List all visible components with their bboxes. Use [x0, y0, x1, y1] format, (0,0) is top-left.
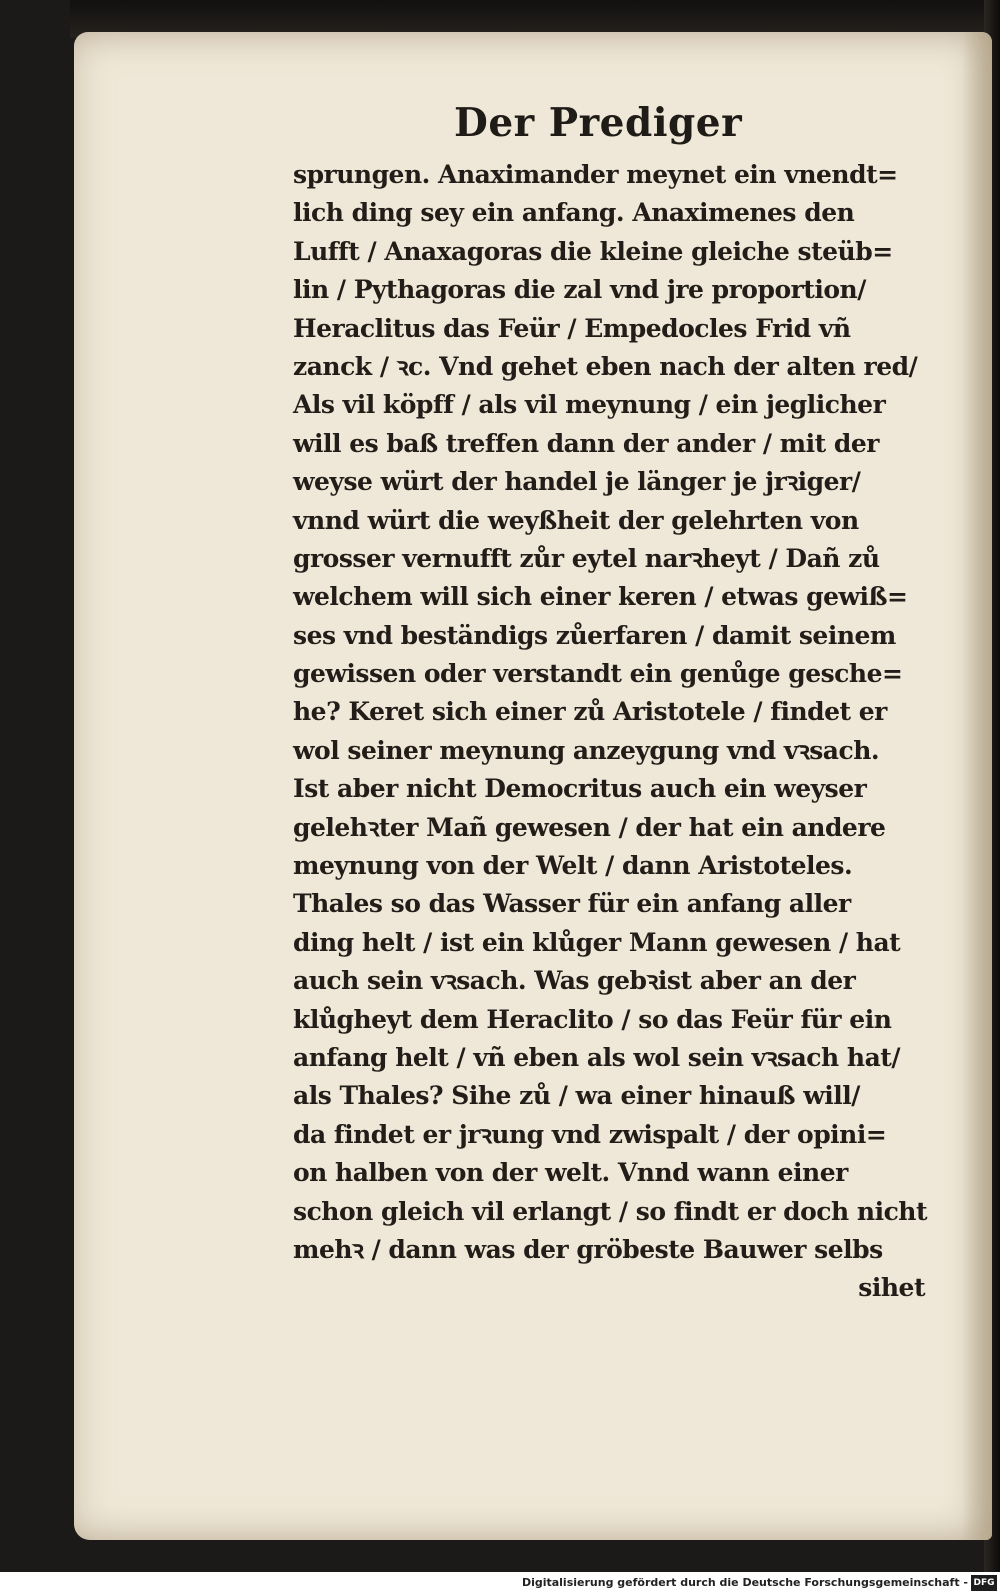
text-line: ses vnd beständigs zůerfaren / damit seinem	[293, 620, 896, 650]
text-line: vnnd würt die weyßheit der gelehrten von	[293, 505, 859, 535]
text-line: he? Keret sich einer zů Aristotele / findet er	[293, 697, 887, 727]
text-line: Lufft / Anaxagoras die kleine gleiche steüb=	[293, 236, 893, 266]
dfg-logo-icon: DFG	[971, 1575, 997, 1591]
text-line: klůgheyt dem Heraclito / so das Feür für ein	[293, 1004, 892, 1034]
text-line: gelehꝛter Mañ gewesen / der hat ein andere	[293, 812, 886, 842]
text-line: wol seiner meynung anzeygung vnd vꝛsach.	[293, 735, 880, 765]
text-line: ding helt / ist ein klůger Mann gewesen / hat	[293, 927, 901, 957]
running-head: Der Prediger	[454, 100, 743, 146]
text-line: da findet er jrꝛung vnd zwispalt / der opini=	[293, 1119, 887, 1149]
text-line: als Thales? Sihe zů / wa einer hinauß will/	[293, 1081, 860, 1111]
text-line: mehꝛ / dann was der gröbeste Bauwer selbs	[293, 1234, 883, 1264]
footer-credit: Digitalisierung gefördert durch die Deutsche Forschungsgemeinschaft -	[521, 1576, 968, 1589]
text-line: meynung von der Welt / dann Aristoteles.	[293, 851, 853, 881]
page-body-text	[293, 156, 933, 1308]
text-line: lich ding sey ein anfang. Anaximenes den	[293, 198, 855, 228]
catchword: sihet	[858, 1273, 925, 1303]
text-line: sprungen. Anaximander meynet ein vnendt=	[293, 160, 898, 189]
text-line: weyse würt der handel je länger je jrꝛiger/	[293, 467, 861, 497]
text-line: Thales so das Wasser für ein anfang aller	[293, 889, 851, 919]
text-line: grosser vernufft zůr eytel narꝛheyt / Dañ zů	[293, 543, 880, 573]
text-line: anfang helt / vñ eben als wol sein vꝛsach hat/	[293, 1042, 900, 1072]
digitization-footer	[0, 1572, 1000, 1596]
text-line: gewissen oder verstandt ein genůge gesche=	[293, 659, 903, 689]
text-line: Als vil köpff / als vil meynung / ein jeglicher	[293, 390, 886, 420]
text-line: auch sein vꝛsach. Was gebꝛist aber an der	[293, 966, 856, 996]
text-line: schon gleich vil erlangt / so findt er doch nicht	[293, 1196, 928, 1226]
text-line: welchem will sich einer keren / etwas gewiß=	[293, 582, 908, 612]
page-gutter-shade	[962, 32, 992, 1540]
text-line: will es baß treffen dann der ander / mit der	[293, 428, 879, 458]
text-line: Ist aber nicht Democritus auch ein weyser	[293, 774, 867, 804]
text-line: zanck / ꝛc. Vnd gehet eben nach der alten red/	[293, 351, 918, 381]
text-line: on halben von der welt. Vnnd wann einer	[293, 1158, 848, 1188]
text-line: lin / Pythagoras die zal vnd jre proportion/	[293, 275, 866, 305]
text-line: Heraclitus das Feür / Empedocles Frid vñ	[293, 313, 851, 343]
